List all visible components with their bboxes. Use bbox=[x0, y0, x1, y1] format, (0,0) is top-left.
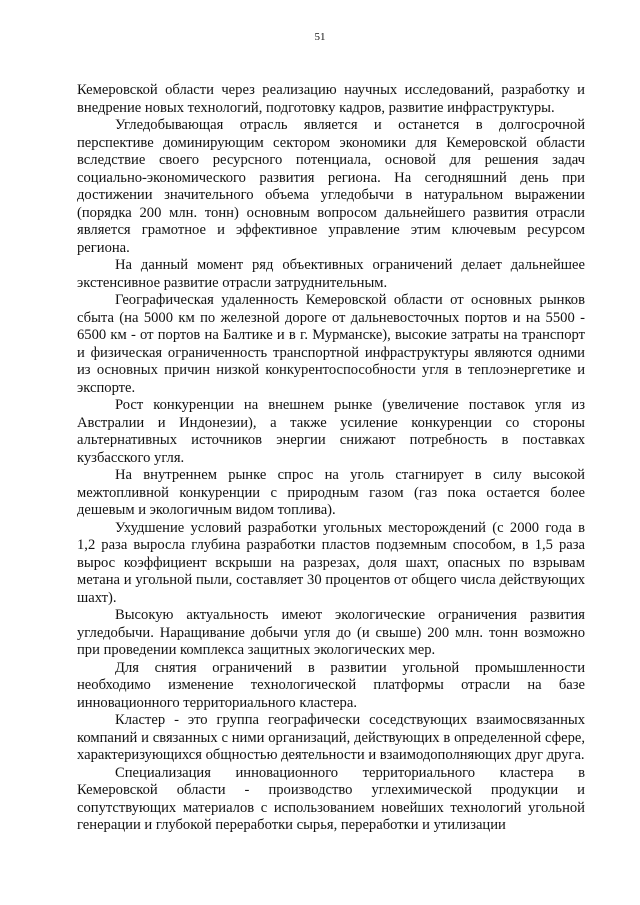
paragraph: Рост конкуренции на внешнем рынке (увеличение поставок угля из Австралии и Индонезии), а также усиление конкуренции со стороны альтернативных источников энергии снижают потребность в поставках кузбасского угля. bbox=[77, 397, 585, 466]
paragraph: Специализация инновационного территориального кластера в Кемеровской области - производство углехимической продукции и сопутствующих материалов с использованием новейших технологий угольной генерации и глубокой переработки сырья, переработки и утилизации bbox=[77, 764, 585, 833]
paragraph: Высокую актуальность имеют экологические ограничения развития угледобычи. Наращивание добычи угля до (и свыше) 200 млн. тонн возможно при проведении комплекса защитных экологических мер. bbox=[77, 607, 585, 658]
paragraph: Кластер - это группа географически соседствующих взаимосвязанных компаний и связанных с ними организаций, действующих в определенной сфере, характеризующихся общностью деятельности и взаимодополняющих друг друга. bbox=[77, 712, 585, 763]
paragraph: На внутреннем рынке спрос на уголь стагнирует в силу высокой межтопливной конкуренции с природным газом (газ пока остается более дешевым и экологичным видом топлива). bbox=[77, 467, 585, 518]
paragraph: Географическая удаленность Кемеровской области от основных рынков сбыта (на 5000 км по железной дороге от дальневосточных портов и на 5500 - 6500 км - от портов на Балтике и в г. Мурманске), высокие затраты на транспорт и физическая ограниченность транспортной инфраструктуры являются одними из основных причин низкой конкурентоспособности угля в теплоэнергетике и экспорте. bbox=[77, 292, 585, 396]
paragraph: Угледобывающая отрасль является и останется в долгосрочной перспективе доминирующим сектором экономики для Кемеровской области вследствие своего ресурсного потенциала, основой для решения задач социально-экономического развития региона. На сегодняшний день при достижении значительного объема угледобычи в натуральном выражении (порядка 200 млн. тонн) основным вопросом дальнейшего развития отрасли является грамотное и эффективное управление этим ключевым ресурсом региона. bbox=[77, 117, 585, 256]
paragraph: Для снятия ограничений в развитии угольной промышленности необходимо изменение технологической платформы отрасли на базе инновационного территориального кластера. bbox=[77, 659, 585, 711]
paragraph: На данный момент ряд объективных ограничений делает дальнейшее экстенсивное развитие отрасли затруднительным. bbox=[77, 257, 585, 291]
document-body bbox=[77, 82, 585, 835]
paragraph: Ухудшение условий разработки угольных месторождений (с 2000 года в 1,2 раза выросла глубина разработки пластов подземным способом, в 1,5 раза вырос коэффициент вскрыши на разрезах, доля шахт, опасных по взрывам метана и угольной пыли, составляет 30 процентов от общего числа действующих шахт). bbox=[77, 519, 585, 606]
paragraph: Кемеровской области через реализацию научных исследований, разработку и внедрение новых технологий, подготовку кадров, развитие инфраструктуры. bbox=[77, 82, 585, 116]
page-number: 51 bbox=[314, 31, 326, 43]
